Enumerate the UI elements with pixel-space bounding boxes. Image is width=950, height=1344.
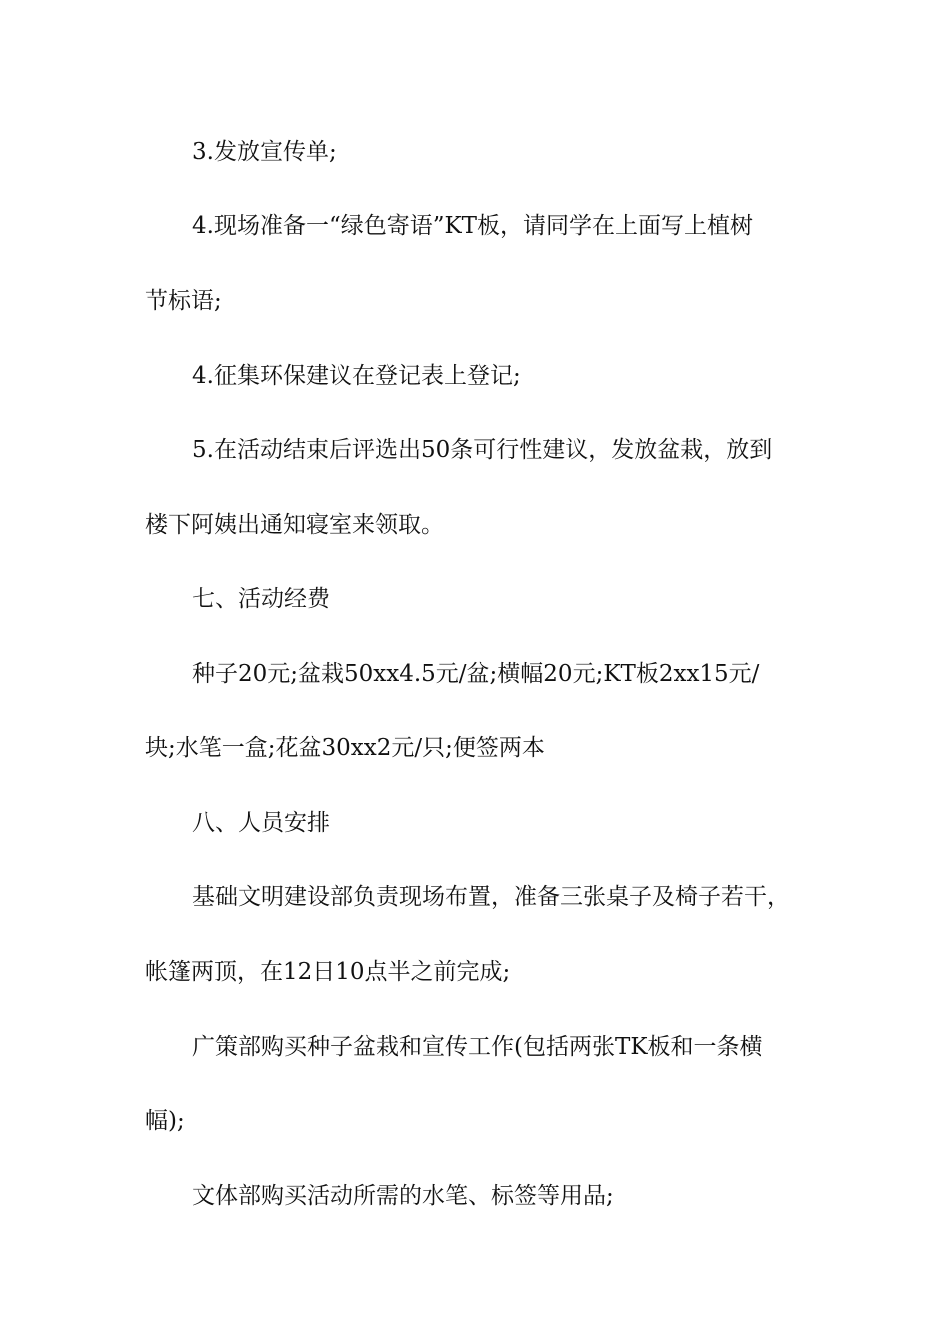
text-line-14: 幅);	[145, 1108, 185, 1134]
text-line-12: 帐篷两顶，在12日10点半之前完成;	[145, 959, 511, 985]
section-heading-staffing: 八、人员安排	[192, 810, 330, 836]
text-line-15: 文体部购买活动所需的水笔、标签等用品;	[192, 1183, 614, 1209]
text-line-2: 4.现场准备一“绿色寄语”KT板，请同学在上面写上植树	[192, 213, 753, 239]
text-line-1: 3.发放宣传单;	[192, 139, 337, 165]
text-line-13: 广策部购买种子盆栽和宣传工作(包括两张TK板和一条横	[192, 1034, 763, 1060]
text-line-9: 块;水笔一盒;花盆30xx2元/只;便签两本	[145, 735, 545, 761]
text-line-5: 5.在活动结束后评选出50条可行性建议，发放盆栽，放到	[192, 437, 773, 463]
section-heading-funding: 七、活动经费	[192, 586, 330, 612]
text-line-6: 楼下阿姨出通知寝室来领取。	[145, 512, 444, 538]
text-line-4: 4.征集环保建议在登记表上登记;	[192, 363, 521, 389]
text-line-11: 基础文明建设部负责现场布置，准备三张桌子及椅子若干，	[192, 884, 790, 910]
text-line-8: 种子20元;盆栽50xx4.5元/盆;横幅20元;KT板2xx15元/	[192, 661, 760, 687]
text-line-3: 节标语;	[145, 288, 222, 314]
